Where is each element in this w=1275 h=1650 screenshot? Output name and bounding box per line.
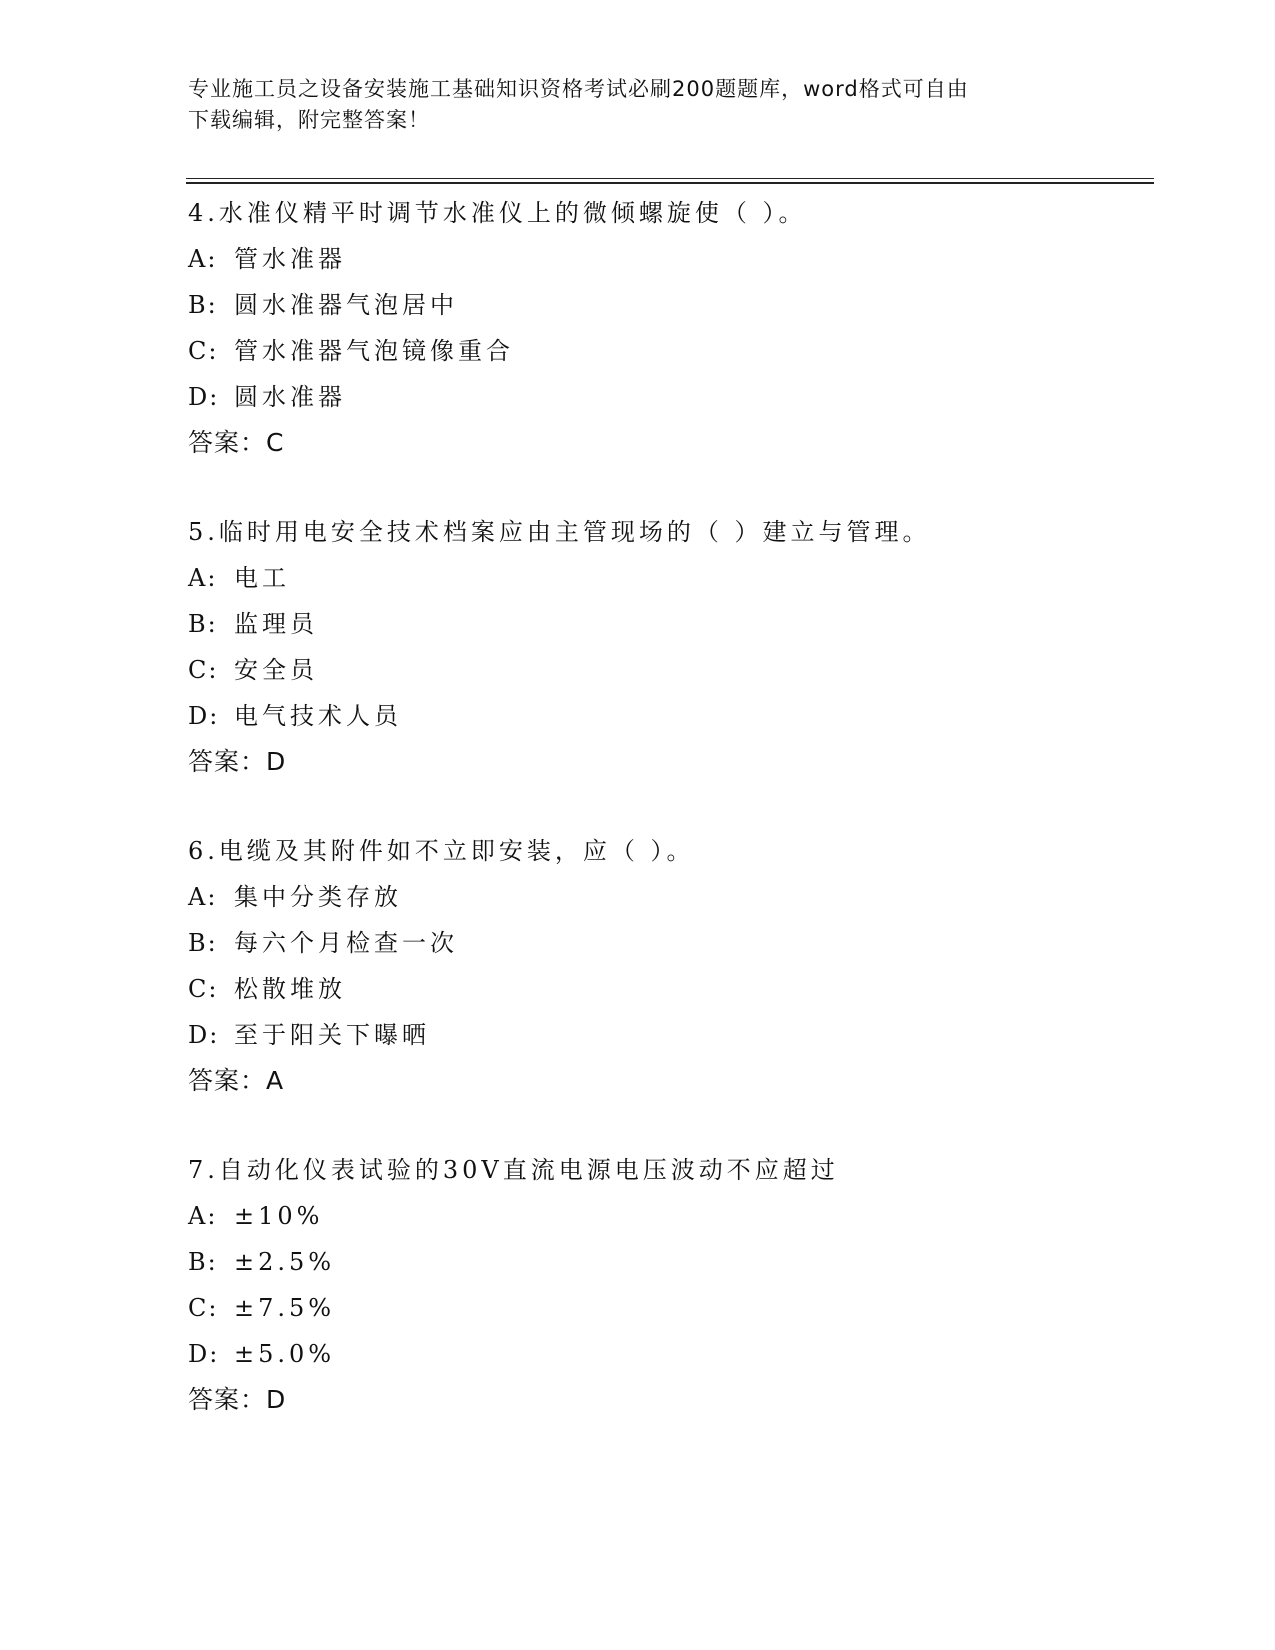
option-text: 管水准器 <box>234 245 346 273</box>
option-letter: B: <box>188 1248 218 1276</box>
option-letter: D: <box>188 1340 220 1368</box>
option-text: 至于阳关下曝晒 <box>234 1021 430 1049</box>
option-text: ±7.5% <box>234 1294 336 1322</box>
option-b <box>188 601 1148 647</box>
header-divider-thick <box>186 182 1154 184</box>
question-spacer <box>188 785 1148 828</box>
option-letter: C: <box>188 656 219 684</box>
option-letter: B: <box>188 291 218 319</box>
option-text: ±2.5% <box>234 1248 336 1276</box>
option-c <box>188 328 1148 374</box>
option-text: 集中分类存放 <box>234 883 402 911</box>
question-stem: 4.水准仪精平时调节水准仪上的微倾螺旋使（ ）。 <box>188 199 807 227</box>
question-6 <box>188 828 1148 1147</box>
option-c <box>188 966 1148 1012</box>
option-text: 圆水准器 <box>234 383 346 411</box>
question-stem: 6.电缆及其附件如不立即安装，应（ ）。 <box>188 837 695 865</box>
answer-line: 答案：D <box>188 1385 287 1414</box>
option-text: ±5.0% <box>234 1340 336 1368</box>
header-line-2: 下载编辑，附完整答案！ <box>188 108 430 132</box>
option-d <box>188 693 1148 739</box>
option-letter: B: <box>188 929 218 957</box>
option-a <box>188 1193 1148 1239</box>
question-spacer <box>188 466 1148 509</box>
option-letter: D: <box>188 1021 220 1049</box>
option-letter: A: <box>188 1202 218 1230</box>
answer-line: 答案：D <box>188 747 287 776</box>
option-b <box>188 920 1148 966</box>
option-letter: D: <box>188 383 220 411</box>
option-letter: B: <box>188 610 218 638</box>
question-4 <box>188 190 1148 509</box>
option-a <box>188 236 1148 282</box>
option-b <box>188 282 1148 328</box>
option-letter: D: <box>188 702 220 730</box>
answer-line: 答案：A <box>188 1066 285 1095</box>
option-c <box>188 647 1148 693</box>
document-header <box>188 74 1088 136</box>
question-5 <box>188 509 1148 828</box>
header-divider-thin <box>186 178 1154 179</box>
option-text: ±10% <box>234 1202 324 1230</box>
question-list <box>188 190 1148 1423</box>
option-letter: C: <box>188 337 219 365</box>
option-text: 安全员 <box>234 656 318 684</box>
option-text: 电工 <box>234 564 290 592</box>
option-d <box>188 1331 1148 1377</box>
option-letter: A: <box>188 564 218 592</box>
option-text: 松散堆放 <box>234 975 346 1003</box>
answer-line: 答案：C <box>188 428 285 457</box>
option-letter: A: <box>188 245 218 273</box>
option-a <box>188 874 1148 920</box>
option-text: 每六个月检查一次 <box>234 929 458 957</box>
question-7 <box>188 1147 1148 1423</box>
option-d <box>188 374 1148 420</box>
option-letter: C: <box>188 1294 219 1322</box>
option-letter: C: <box>188 975 219 1003</box>
question-spacer <box>188 1104 1148 1147</box>
option-letter: A: <box>188 883 218 911</box>
option-text: 监理员 <box>234 610 318 638</box>
header-line-1: 专业施工员之设备安装施工基础知识资格考试必刷200题题库，word格式可自由 <box>188 77 969 101</box>
question-stem: 5.临时用电安全技术档案应由主管现场的（ ）建立与管理。 <box>188 518 931 546</box>
option-text: 电气技术人员 <box>234 702 402 730</box>
option-d <box>188 1012 1148 1058</box>
question-stem: 7.自动化仪表试验的30V直流电源电压波动不应超过 <box>188 1156 839 1184</box>
option-b <box>188 1239 1148 1285</box>
option-c <box>188 1285 1148 1331</box>
option-a <box>188 555 1148 601</box>
option-text: 圆水准器气泡居中 <box>234 291 458 319</box>
option-text: 管水准器气泡镜像重合 <box>234 337 514 365</box>
